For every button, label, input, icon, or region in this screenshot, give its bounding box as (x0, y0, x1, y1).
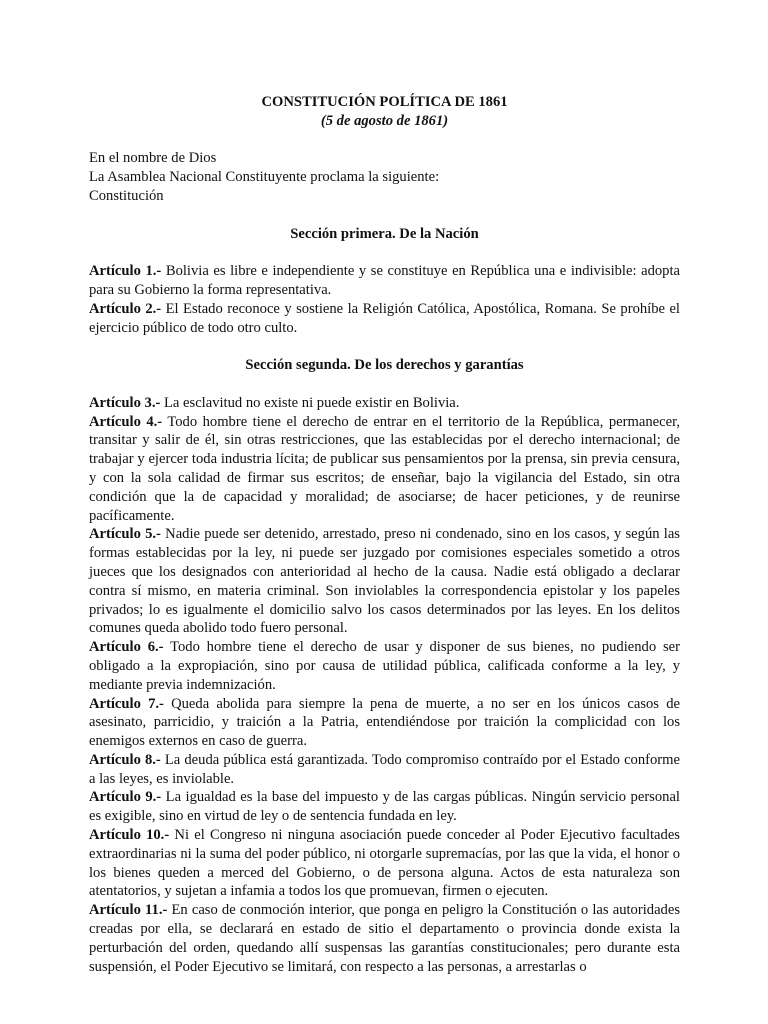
section-heading: Sección segunda. De los derechos y garantías (245, 357, 524, 374)
article-3 (89, 394, 680, 413)
section-heading: Sección primera. De la Nación (290, 225, 479, 242)
section-primera (89, 225, 680, 338)
article-7 (89, 695, 680, 751)
article-label: Artículo 4.- (89, 413, 163, 430)
article-8 (89, 751, 680, 789)
article-6 (89, 638, 680, 694)
preamble-line: En el nombre de Dios (89, 150, 217, 167)
document-page (89, 93, 680, 995)
article-1 (89, 262, 680, 300)
article-label: Artículo 7.- (89, 695, 164, 712)
article-label: Artículo 8.- (89, 751, 161, 768)
article-label: Artículo 6.- (89, 639, 164, 656)
section-segunda (89, 356, 680, 976)
preamble (89, 149, 680, 205)
article-label: Artículo 11.- (89, 902, 168, 919)
article-label: Artículo 5.- (89, 526, 161, 543)
article-label: Artículo 10.- (89, 827, 170, 844)
article-text: Queda abolida para siempre la pena de muerte, a no ser en los únicos casos de asesinato, parricidio, y traición a la Patria, entendiéndose por traición la complicidad con los enemigos externos en caso de guerra. (89, 695, 680, 750)
preamble-line: Constitución (89, 187, 164, 204)
article-text: El Estado reconoce y sostiene la Religión Católica, Apostólica, Romana. Se prohíbe el ejercicio público de todo otro culto. (89, 300, 680, 336)
article-text: La deuda pública está garantizada. Todo compromiso contraído por el Estado conforme a las leyes, es inviolable. (89, 751, 680, 787)
article-2 (89, 300, 680, 338)
article-11 (89, 901, 680, 976)
article-text: En caso de conmoción interior, que ponga en peligro la Constitución o las autoridades creadas por ella, se declarará en estado de sitio el departamento o provincia donde exista la perturbación del orden, quedando allí suspensas las garantías constitucionales; pero durante esta suspensión, el Poder Ejecutivo se limitará, con respecto a las personas, a arrestarlas o (89, 902, 680, 975)
article-9 (89, 788, 680, 826)
article-4 (89, 413, 680, 526)
article-5 (89, 525, 680, 638)
document-title: CONSTITUCIÓN POLÍTICA DE 1861 (261, 94, 508, 110)
document-date: (5 de agosto de 1861) (320, 112, 449, 129)
article-text: La esclavitud no existe ni puede existir en Bolivia. (160, 394, 460, 411)
article-text: La igualdad es la base del impuesto y de las cargas públicas. Ningún servicio personal es exigible, sino en virtud de ley o de sentencia fundada en ley. (89, 789, 680, 825)
article-label: Artículo 2.- (89, 300, 162, 317)
article-label: Artículo 1.- (89, 263, 162, 280)
article-label: Artículo 9.- (89, 789, 162, 806)
article-text: Todo hombre tiene el derecho de entrar en el territorio de la República, permanecer, transitar y salir de él, sin otras restricciones, que las establecidas por el derecho internacional; de trabajar y ejercer toda industria lícita; de publicar sus pensamientos por la prensa, sin previa censura, y con la sola calidad de firmar sus escritos; de enseñar, bajo la vigilancia del Estado, sin otra condición que la de capacidad y moralidad; de asociarse; de hacer peticiones, y de reunirse pacíficamente. (89, 413, 680, 524)
article-text: Todo hombre tiene el derecho de usar y disponer de sus bienes, no pudiendo ser obligado a la expropiación, sino por causa de utilidad pública, calificada conforme a la ley, y mediante previa indemnización. (89, 639, 680, 693)
article-text: Bolivia es libre e independiente y se constituye en República una e indivisible: adopta para su Gobierno la forma representativa. (89, 263, 680, 298)
preamble-line: La Asamblea Nacional Constituyente proclama la siguiente: (89, 169, 440, 186)
article-text: Ni el Congreso ni ninguna asociación puede conceder al Poder Ejecutivo facultades extraordinarias ni la suma del poder público, ni otorgarle supremacías, por las que la vida, el honor o los bienes queden a merced del Gobierno, o de persona alguna. Actos de esta naturaleza son atentatorios, y sujetan a infamia a todos los que promuevan, firmen o ejecuten. (89, 827, 680, 900)
article-10 (89, 826, 680, 901)
article-label: Artículo 3.- (89, 394, 161, 411)
article-text: Nadie puede ser detenido, arrestado, preso ni condenado, sino en los casos, y según las formas establecidas por la ley, ni puede ser juzgado por comisiones especiales sometido a otros jueces que los designados con anterioridad al hecho de la causa. Nadie está obligado a declarar contra sí mismo, en materia criminal. Son inviolables la correspondencia epistolar y los papeles privados; lo es igualmente el domicilio salvo los casos determinados por las leyes. En los delitos comunes queda abolido todo fuero personal. (89, 526, 680, 637)
